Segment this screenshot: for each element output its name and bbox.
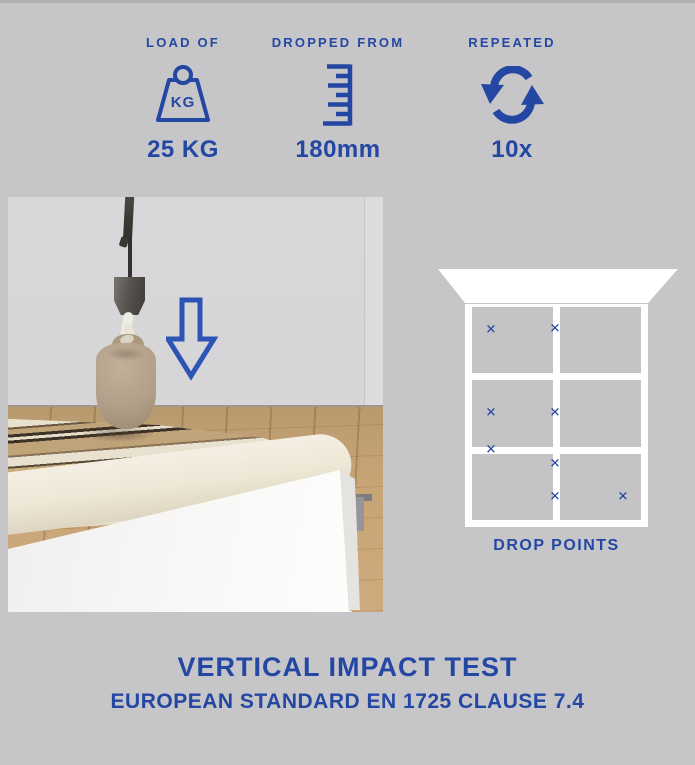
page-title: VERTICAL IMPACT TEST xyxy=(177,652,518,682)
drop-point-marker: ✕ xyxy=(485,404,497,420)
down-arrow-icon xyxy=(166,297,218,381)
drop-point-marker: ✕ xyxy=(549,404,561,420)
spec-drop-value: 180mm xyxy=(295,136,381,163)
spec-repeat-value: 10x xyxy=(491,136,533,163)
ruler-icon xyxy=(319,62,357,128)
drop-point-marker: ✕ xyxy=(549,320,561,336)
drop-point-marker: ✕ xyxy=(485,321,497,337)
strap-rod xyxy=(128,239,132,279)
drop-points-label: DROP POINTS xyxy=(493,537,620,554)
weight-kg-icon xyxy=(150,65,216,125)
weight-bag-fold xyxy=(106,347,146,361)
spec-load-label: LOAD OF xyxy=(146,35,220,50)
spec-repeat-label: REPEATED xyxy=(468,35,556,50)
repeat-icon xyxy=(479,66,545,124)
page-subtitle: EUROPEAN STANDARD EN 1725 CLAUSE 7.4 xyxy=(110,690,585,713)
spec-load xyxy=(103,36,263,164)
impact-test-photo xyxy=(8,197,383,612)
release-clamp xyxy=(114,277,145,315)
top-divider xyxy=(0,0,695,3)
drop-point-marker: ✕ xyxy=(485,441,497,457)
drop-point-marker: ✕ xyxy=(549,455,561,471)
drop-points-layer xyxy=(437,265,683,565)
drop-points-diagram xyxy=(437,265,683,565)
weight-icon-kg-text: KG xyxy=(170,94,196,111)
spec-load-value: 25 KG xyxy=(147,136,219,163)
drop-point-marker: ✕ xyxy=(549,488,561,504)
spec-repetitions xyxy=(432,36,592,164)
drop-point-marker: ✕ xyxy=(617,488,629,504)
spec-drop-label: DROPPED FROM xyxy=(271,35,405,50)
spec-drop-height xyxy=(258,36,418,164)
